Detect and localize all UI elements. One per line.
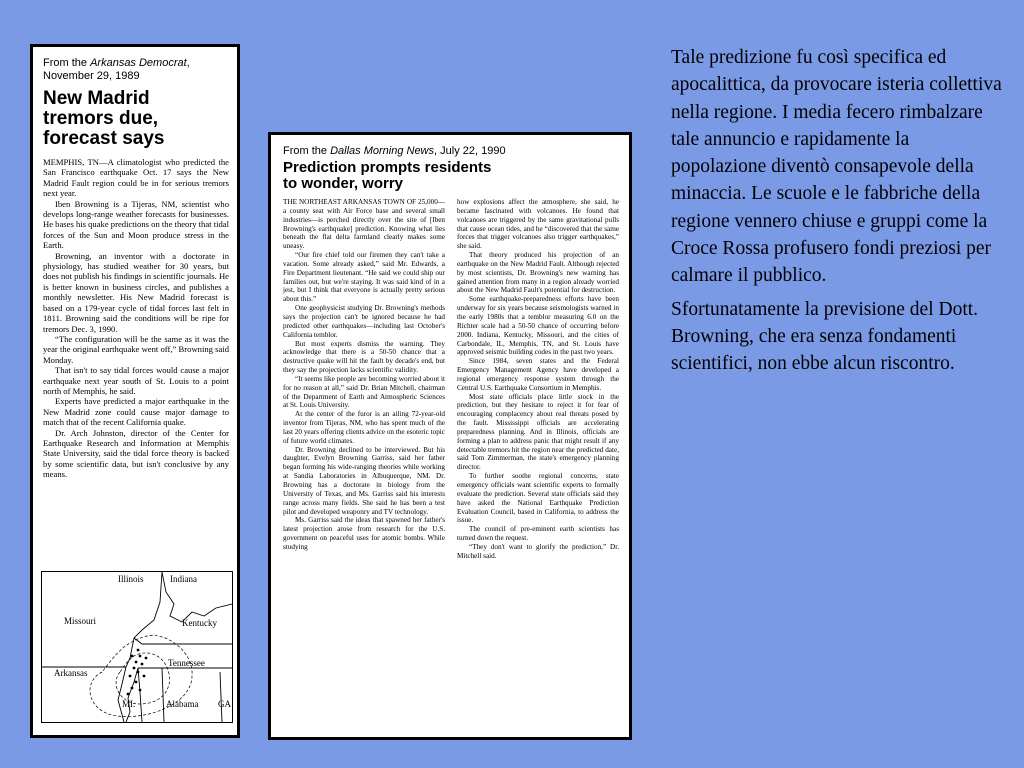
- paragraph: Dr. Arch Johnston, director of the Center for Earthquake Research and Information at Memphis State University, said the tidal force theory is backed by some scientific data, but isn't conclusive by any means.: [43, 427, 229, 480]
- map-label-alabama: Alabama: [166, 699, 199, 709]
- paragraph: THE NORTHEAST ARKANSAS TOWN OF 25,000—a county seat with Air Force base and several small industries—is perched directly over the site of [Iben Browning's earthquake] prediction. Knowing what lies beneath the flat delta farmland clearly makes some uneasy.: [283, 198, 445, 251]
- clipping-source: From the Dallas Morning News, July 22, 1990: [283, 145, 506, 157]
- commentary-paragraph-2: Sfortunatamente la previsione del Dott. Browning, che era senza fondamenti scientifici, non ebbe alcun riscontro.: [671, 298, 979, 375]
- clipping-body: [43, 157, 229, 480]
- clipping-arkansas-democrat: [30, 44, 240, 738]
- paragraph: Experts have predicted a major earthquake in the New Madrid zone could cause major damage to match that of the recent California quake.: [43, 396, 229, 428]
- paragraph: That isn't to say tidal forces would cause a major earthquake next year south of St. Louis to a point north of Memphis, he said.: [43, 365, 229, 396]
- paragraph: “The configuration will be the same as it was the year the original earthquake went off,” Browning said Monday.: [43, 333, 229, 365]
- paragraph: That theory produced his projection of an earthquake on the New Madrid Fault. Although rejected by most scientists, Dr. Browning's new warning has gained attention from many in a region already worried about the New Madrid Fault's potential for destruction.: [457, 251, 619, 295]
- map-label-kentucky: Kentucky: [182, 618, 217, 628]
- clipping-source: From the Arkansas Democrat, November 29, 1989: [43, 57, 190, 82]
- map-label-mississippi: MI.: [122, 699, 136, 709]
- paragraph: Dr. Browning declined to be interviewed. But his daughter, Evelyn Browning Garriss, said her father began forming his wide-ranging theories while working at Sandia Laboratories in Albuquerque, NM. Dr. Browning has a doctorate in biology from the University of Texas, and Ms. Garriss said his interests range across many fields. She said he has been a test pilot and developed weaponry and TV technology.: [283, 445, 445, 516]
- paragraph: To further soothe regional concerns, state emergency officials want scientific experts to formally evaluate the prediction. Several state officials said they have asked the National Earthquake Prediction Evaluation Council, based in California, to address the issue.: [457, 472, 619, 525]
- clipping-dallas-morning-news: [268, 132, 632, 740]
- commentary-paragraph-1: Tale predizione fu così specifica ed apocalittica, da provocare isteria collettiva nella regione. I media fecero rimbalzare tale annuncio e rapidamente la popolazione diventò consapevole della minaccia. Le scuole e le fabbriche della regione vennero chiuse e gruppi come la Croce Rossa profusero fondi preziosi per calmare il pubblico.: [671, 47, 1002, 287]
- paragraph: Some earthquake-preparedness efforts have been underway for six years because seismologists warned in the early 1980s that a temblor measuring 6.0 on the Richter scale had a 50-50 chance of occurring before 2000. Indiana, Kentucky, Missouri, and the cities of Carbondale, IL, Memphis, TN, and St. Louis have approved seismic building codes in the past two years.: [457, 295, 619, 357]
- commentary-text: [671, 44, 1007, 384]
- state-boundaries-map: [42, 572, 232, 722]
- clipping-body: [283, 198, 619, 561]
- paragraph: Iben Browning is a Tijeras, NM, scientist who develops long-range weather forecasts for businesses. He bases his quake predictions on the theory that tidal forces of the Sun and Moon produce stress in the Earth.: [43, 198, 229, 251]
- paragraph: At the center of the furor is an ailing 72-year-old inventor from Tijeras, NM, who has spent much of the last 20 years offering clients advice on the esoteric topic of future world climates.: [283, 410, 445, 445]
- clipping-headline: Prediction prompts residents to wonder, worry: [283, 159, 492, 192]
- map-label-indiana: Indiana: [170, 574, 197, 584]
- new-madrid-region-map: [41, 571, 233, 723]
- paragraph: But most experts dismiss the warning. They acknowledge that there is a 50-50 chance that a destructive quake will hit the fault by decade's end, but they say the projection lacks scientific validity.: [283, 339, 445, 375]
- paragraph: MEMPHIS, TN—A climatologist who predicted the San Francisco earthquake Oct. 17 says the New Madrid Fault region could be in for serious tremors next year.: [43, 157, 229, 199]
- map-label-arkansas: Arkansas: [54, 668, 88, 678]
- paragraph: Since 1984, seven states and the Federal Emergency Management Agency have developed a regional emergency response system through the Central U.S. Earthquake Consortium in Memphis.: [457, 357, 619, 392]
- paragraph: Browning, an inventor with a doctorate in physiology, has studied weather for 30 years, but does not publish his findings in scientific journals. He is better known in business circles, and publishes a monthly newsletter. His New Madrid forecast is based on a 179-year cycle of tidal forces last felt in 1811. Browning said the conditions will be ripe for tremors Dec. 3, 1990.: [43, 250, 229, 334]
- clipping-headline: New Madrid tremors due, forecast says: [43, 88, 165, 149]
- column-right: [457, 198, 619, 561]
- paragraph: Most state officials place little stock in the prediction, but they hesitate to reject it for fear of encouraging complacency about real threats posed by the fault. Mississippi officials are accelerating preparedness planning. And in Illinois, officials are forming a plan to address panic that might result if any detectable tremors hit the region near the predicted date, said Tom Zimmerman, the state's emergency planning director.: [457, 392, 619, 472]
- column-left: [283, 198, 445, 561]
- map-label-missouri: Missouri: [64, 616, 97, 626]
- paragraph: Ms. Garriss said the ideas that spawned her father's latest projection arose from research for the U.S. government on peaceful uses for atomic bombs. While studying: [283, 516, 445, 551]
- paragraph: how explosions affect the atmosphere, she said, he became fascinated with volcanoes. He found that volcanoes are triggered by the same gravitational pulls that cause ocean tides, and he “discovered that the same forces that trigger volcanoes also trigger earthquakes,” she said.: [457, 198, 619, 251]
- map-label-georgia: GA: [218, 699, 231, 709]
- paragraph: One geophysicist studying Dr. Browning's methods says the projection can't be ignored because he had predicted other earthquakes—including last October's California temblor.: [283, 304, 445, 339]
- paragraph: “It seems like people are becoming worried about it for no reason at all,” said Dr. Brian Mitchell, chairman of the Department of Earth and Atmospheric Sciences at St. Louis University.: [283, 374, 445, 410]
- paragraph: “Our fire chief told our firemen they can't take a vacation. Some already asked,” said Mr. Edwards, a Fire Department lieutenant. “He said we could ship our families out, but we're staying. It was said kind of in a jest, but I think that everyone is actually pretty serious about this.”: [283, 251, 445, 304]
- map-label-illinois: Illinois: [118, 574, 144, 584]
- paragraph: The council of pre-eminent earth scientists has turned down the request.: [457, 525, 619, 543]
- paragraph: “They don't want to glorify the prediction,” Dr. Mitchell said.: [457, 542, 619, 560]
- map-label-tennessee: Tennessee: [168, 658, 205, 668]
